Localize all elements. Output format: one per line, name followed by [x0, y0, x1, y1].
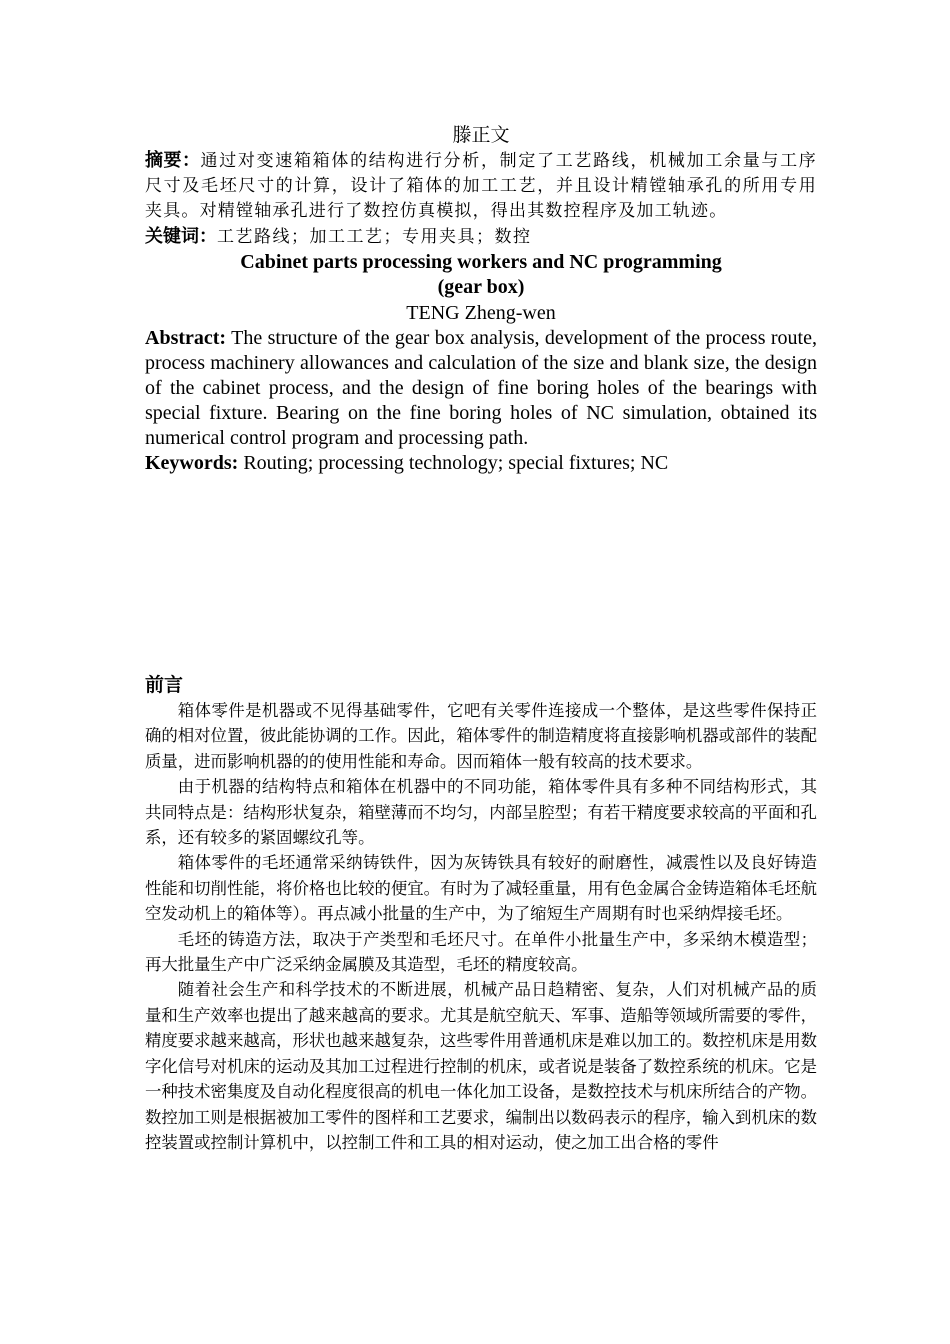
- abstract-en: [145, 326, 817, 451]
- abstract-en-text: The structure of the gear box analysis, development of the process route, process machinery allowances and calculation of the size and blank size, the design of the cabinet process, and the design of fine boring holes of the bearings with special fixture. Bearing on the fine boring holes of NC simulation, obtained its numerical control program and processing path.: [145, 327, 817, 449]
- preface-paragraph: 随着社会生产和科学技术的不断进展，机械产品日趋精密、复杂，人们对机械产品的质量和生产效率也提出了越来越高的要求。尤其是航空航天、军事、造船等领域所需要的零件，精度要求越来越高，形状也越来越复杂，这些零件用普通机床是难以加工的。数控机床是用数字化信号对机床的运动及其加工过程进行控制的机床，或者说是装备了数控系统的机床。它是一种技术密集度及自动化程度很高的机电一体化加工设备，是数控技术与机床所结合的产物。数控加工则是根据被加工零件的图样和工艺要求，编制出以数码表示的程序，输入到机床的数控装置或控制计算机中，以控制工件和工具的相对运动，使之加工出合格的零件: [145, 980, 818, 1152]
- abstract-cn: [145, 148, 817, 224]
- author-name-cn: 滕正文: [452, 124, 510, 146]
- preface-paragraph: 毛坯的铸造方法，取决于产类型和毛坯尺寸。在单件小批量生产中，多采纳木模造型；再大批量生产中广泛采纳金属膜及其造型，毛坯的精度较高。: [145, 929, 817, 975]
- keywords-cn-label: 关键词：: [145, 226, 217, 247]
- abstract-en-label: Abstract:: [145, 327, 227, 349]
- preface-paragraph: 由于机器的结构特点和箱体在机器中的不同功能，箱体零件具有多种不同结构形式，其共同特点是：结构形状复杂，箱壁薄而不均匀，内部呈腔型；有若干精度要求较高的平面和孔系，还有较多的紧固螺纹孔等。: [145, 777, 818, 848]
- keywords-en-text: Routing; processing technology; special fixtures; NC: [238, 452, 669, 474]
- preface-heading: 前言: [145, 674, 184, 696]
- abstract-cn-text: 通过对变速箱箱体的结构进行分析，制定了工艺路线，机械加工余量与工序尺寸及毛坯尺寸的计算，设计了箱体的加工工艺，并且设计精镗轴承孔的所用专用夹具。对精镗轴承孔进行了数控仿真模拟，得出其数控程序及加工轨迹。: [145, 151, 817, 221]
- title-en-line2: (gear box): [437, 276, 525, 298]
- front-matter: [145, 122, 817, 476]
- keywords-en: [145, 451, 817, 476]
- keywords-cn: [145, 224, 817, 250]
- preface-section: [145, 672, 817, 1155]
- preface-paragraph: 箱体零件是机器或不见得基础零件，它吧有关零件连接成一个整体，是这些零件保持正确的相对位置，彼此能协调的工作。因此，箱体零件的制造精度将直接影响机器或部件的装配质量，进而影响机器的的使用性能和寿命。因而箱体一般有较高的技术要求。: [145, 701, 818, 771]
- title-en-line1: Cabinet parts processing workers and NC programming: [240, 251, 722, 273]
- author-name-en: TENG Zheng-wen: [406, 302, 556, 324]
- abstract-cn-label: 摘要：: [145, 150, 201, 171]
- preface-paragraph: 箱体零件的毛坯通常采纳铸铁件，因为灰铸铁具有较好的耐磨性，减震性以及良好铸造性能和切削性能，将价格也比较的便宜。有时为了减轻重量，用有色金属合金铸造箱体毛坯航空发动机上的箱体等）。再点减小批量的生产中，为了缩短生产周期有时也采纳焊接毛坯。: [145, 853, 818, 924]
- keywords-cn-text: 工艺路线；加工工艺；专用夹具；数控: [217, 227, 532, 247]
- keywords-en-label: Keywords:: [145, 452, 239, 474]
